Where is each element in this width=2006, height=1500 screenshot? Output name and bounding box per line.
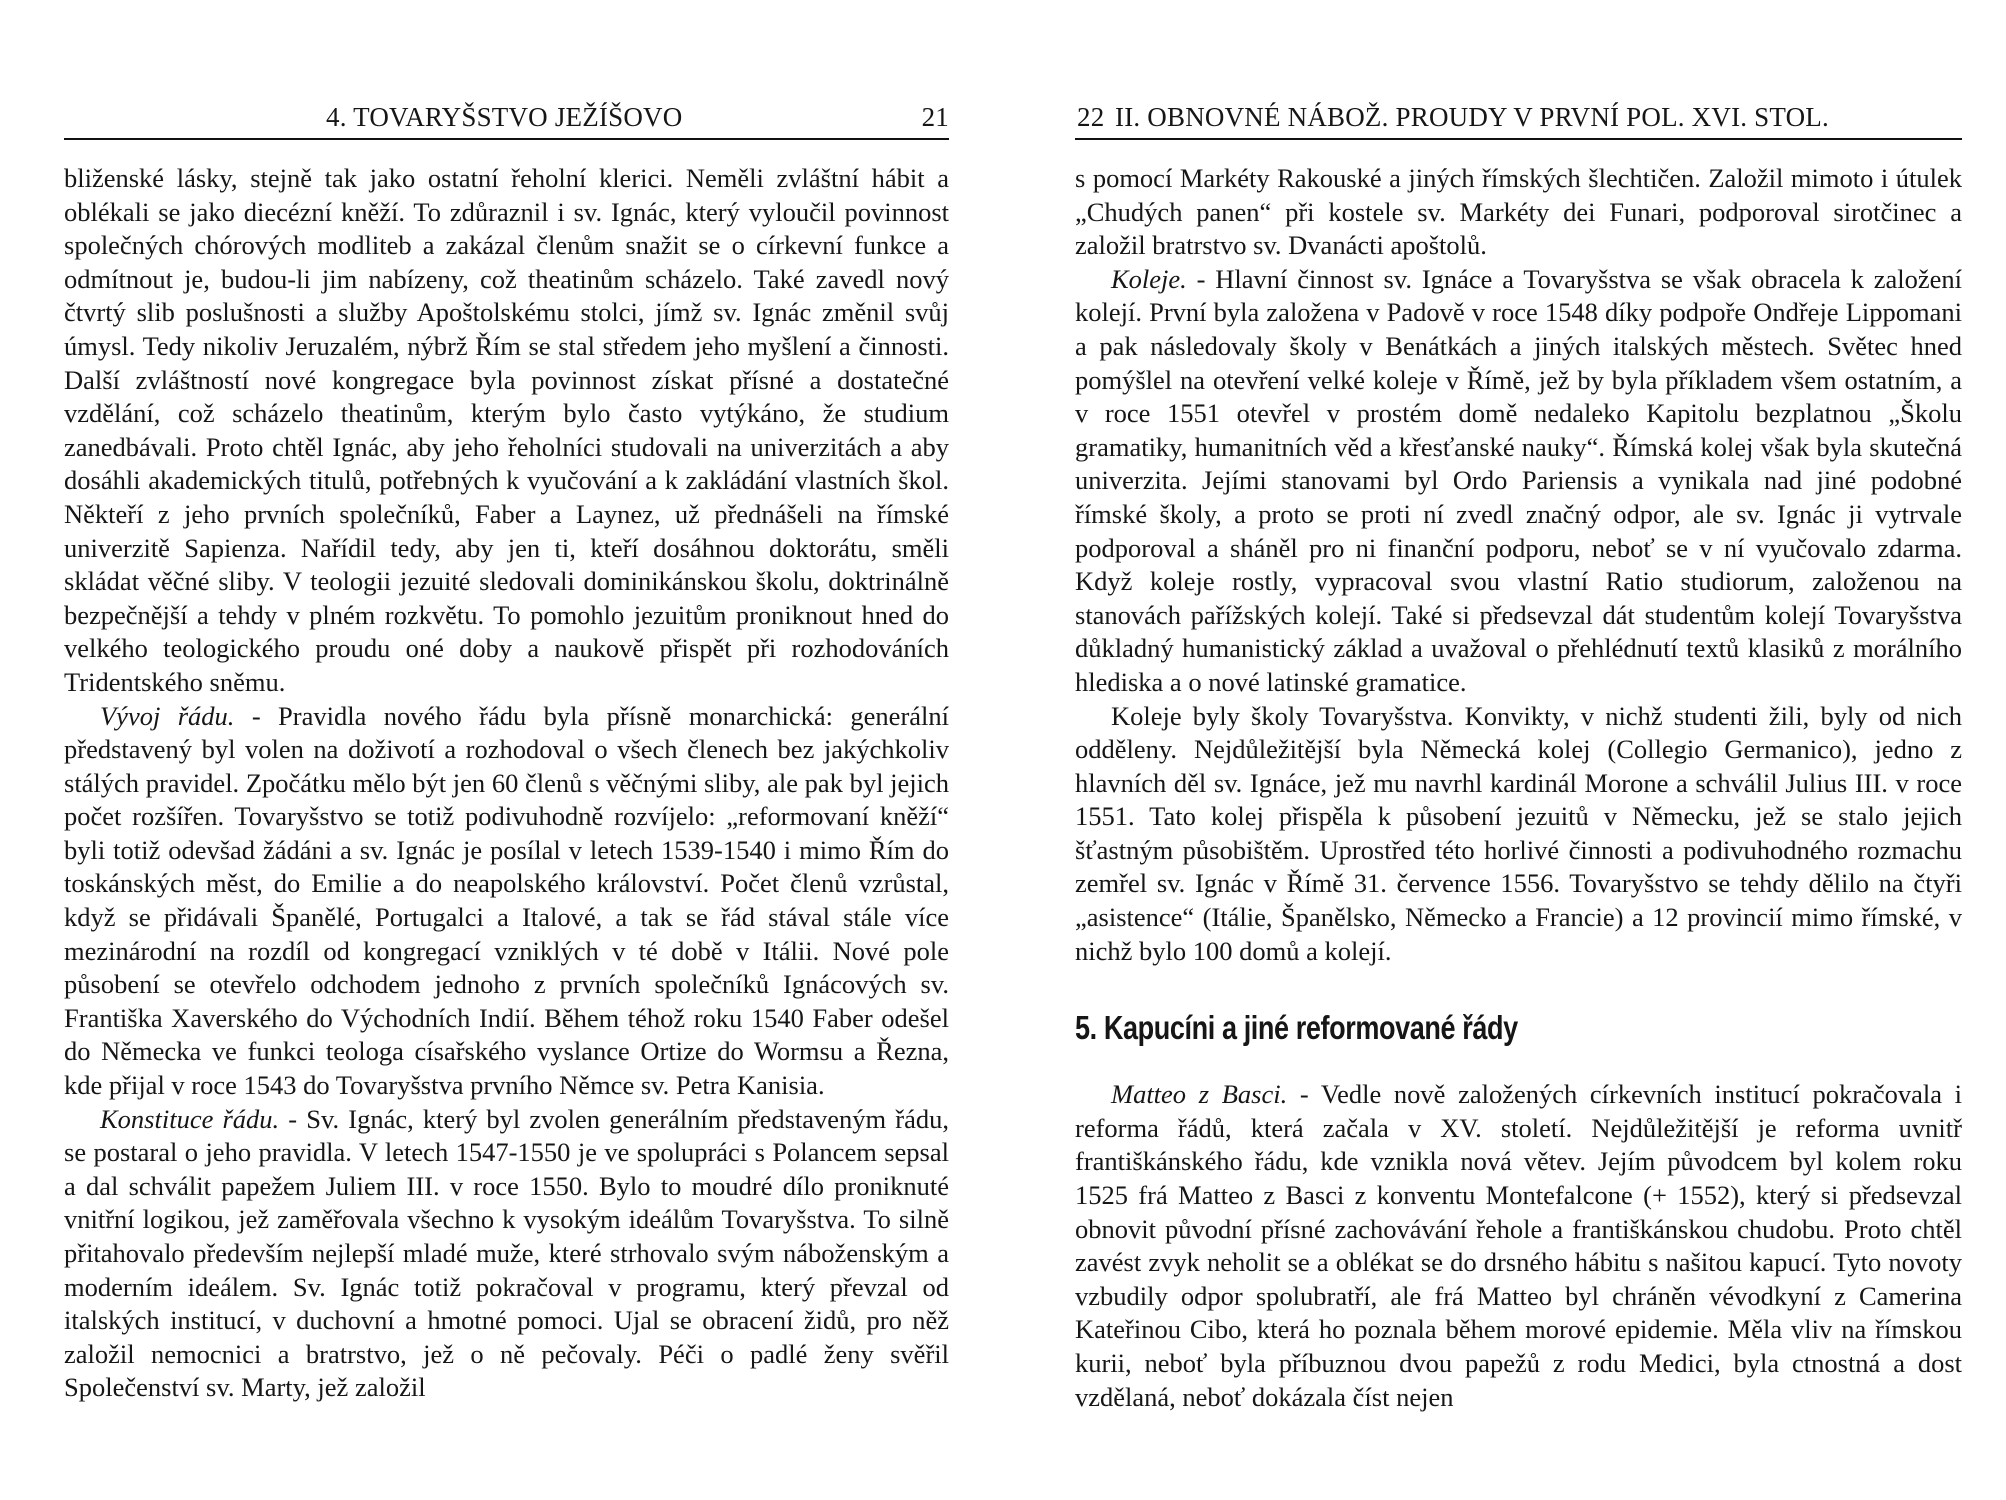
paragraph-run-in: Koleje. (1111, 263, 1187, 294)
paragraph-text: Koleje byly školy Tovaryšstva. Konvikty, v nichž studenti žili, byly od nich odděleny. Nejdůležitější byla Německá kolej (Collegio Germanico), jedno z hlavních děl sv. Ignáce, jež mu navrhl kardinál Morone a schválil Julius III. v roce 1551. Tato kolej přispěla k působení jezuitů v Německu, jež se stalo jejich šťastným působištěm. Uprostřed této horlivé činnosti a podivuhodného rozmachu zemřel sv. Ignác v Římě 31. července 1556. Tovaryšstvo se tehdy dělilo na čtyři „asistence“ (Itálie, Španělsko, Německo a Francie) a 12 provincií mimo římské, v nichž bylo 100 domů a kolejí. (1075, 700, 1962, 966)
left-page (64, 0, 949, 1500)
right-running-head (1075, 100, 1962, 140)
paragraph-text: - Hlavní činnost sv. Ignáce a Tovaryšstva se však obracela k založení kolejí. První byla založena v Padově v roce 1548 díky podpoře Ondřeje Lippomani a pak následovaly školy v Benátkách a jiných italských městech. Světec hned pomýšlel na otevření velké koleje v Římě, jež by byla příkladem všem ostatním, a v roce 1551 otevřel v prostém domě nedaleko Kapitolu bezplatnou „Školu gramatiky, humanitních věd a křesťanské nauky“. Římská kolej však byla skutečná univerzita. Jejími stanovami byl Ordo Pariensis a vynikala nad jiné podobné římské školy, a proto se proti ní zvedl značný odpor, ale sv. Ignác ji vytrvale podporoval a sháněl pro ni finanční podporu, neboť se v ní vyučovalo zdarma. Když koleje rostly, vypracoval svou vlastní Ratio studiorum, založenou na stanovách pařížských kolejí. Také si předsevzal dát studentům kolejí Tovaryšstva důkladný humanistický základ a uvažoval o přehlédnutí textů klasiků z morálního hlediska a o nové latinské gramatice. (1075, 263, 1962, 697)
paragraph (64, 162, 949, 700)
paragraph-text: - Vedle nově založených církevních institucí pokračovala i reforma řádů, která začala v XV. století. Nejdůležitější je reforma uvnitř františkánského řádu, kde vznikla nová větev. Jejím původcem byl kolem roku 1525 frá Matteo z Basci z konventu Montefalcone (+ 1552), který si předsevzal obnovit původní přísné zachovávání řehole a františkánskou chudobu. Proto chtěl zavést zvyk neholit se a oblékat se do drsného hábitu s našitou kapucí. Tyto novoty vzbudily odpor spolubratří, ale frá Matteo byl chráněn vévodkyní z Camerina Kateřinou Cibo, která ho poznala během morové epidemie. Měla vliv na římskou kurii, neboť byla příbuznou dvou papežů z rodu Medici, byla ctnostná a dost vzdělaná, neboť dokázala číst nejen (1075, 1079, 1962, 1412)
paragraph-run-in: Matteo z Basci. (1111, 1079, 1288, 1110)
left-body-text (64, 162, 949, 1405)
paragraph-run-in: Vývoj řádu. (100, 700, 235, 731)
paragraph (1075, 263, 1962, 700)
paragraph (1075, 1078, 1962, 1414)
paragraph-text: - Sv. Ignác, který byl zvolen generálním představeným řádu, se postaral o jeho pravidla. V letech 1547-1550 je ve spolupráci s Polancem sepsal a dal schválit papežem Juliem III. v roce 1550. Bylo to moudré dílo proniknuté vnitřní logikou, jež zaměřovala všechno k vysokým ideálům Tovaryšstva. To silně přitahovalo především nejlepší mladé muže, které strhovalo svým náboženským a moderním ideálem. Sv. Ignác totiž pokračoval v programu, který převzal od italských institucí, v duchovní a hmotné pomoci. Ujal se obracení židů, pro něž založil nemocnici a bratrstvo, jež o ně pečovaly. Péči o padlé ženy svěřil Společenství sv. Marty, jež založil (64, 1103, 949, 1403)
paragraph-text: - Pravidla nového řádu byla přísně monarchická: generální představený byl volen na doživotí a rozhodoval o všech členech bez jakýchkoliv stálých pravidel. Zpočátku mělo být jen 60 členů s věčnými sliby, ale pak byl jejich počet rozšířen. Tovaryšstvo se totiž podivuhodně rozvíjelo: „reformovaní kněží“ byli totiž odevšad žádáni a sv. Ignác je posílal v letech 1539-1540 i mimo Řím do toskánských měst, do Emilie a do neapolského království. Počet členů vzrůstal, když se přidávali Španělé, Portugalci a Italové, a tak se řád stával stále více mezinárodní na rozdíl od kongregací vzniklých v té době v Itálii. Nové pole působení se otevřelo odchodem jednoho z prvních společníků Ignácových sv. Františka Xaverského do Východních Indií. Během téhož roku 1540 Faber odešel do Německa ve funkci teologa císařského vyslance Ortize do Wormsu a Řezna, kde přijal v roce 1543 do Tovaryšstva prvního Němce sv. Petra Kanisia. (64, 700, 950, 1101)
left-page-number: 21 (921, 102, 949, 132)
paragraph (64, 1103, 949, 1405)
right-body-text (1075, 162, 1962, 1414)
left-running-head (64, 100, 949, 140)
section-heading: 5. Kapucíni a jiné reformované řády (1075, 1009, 1518, 1047)
right-running-title: II. OBNOVNÉ NÁBOŽ. PROUDY V PRVNÍ POL. XVI. STOL. (1115, 102, 1829, 132)
paragraph-text: s pomocí Markéty Rakouské a jiných římských šlechtičen. Založil mimoto i útulek „Chudých panen“ při kostele sv. Markéty dei Funari, podporoval sirotčinec a založil bratrstvo sv. Dvanácti apoštolů. (1075, 163, 1962, 261)
paragraph (1075, 162, 1962, 263)
paragraph (64, 700, 949, 1103)
paragraph (1075, 700, 1962, 969)
paragraph-text: bliženské lásky, stejně tak jako ostatní řeholní klerici. Neměli zvláštní hábit a oblékali se jako diecézní kněží. To zdůraznil i sv. Ignác, který vyloučil povinnost společných chórových modliteb a zakázal členům snažit se o církevní funkce a odmítnout je, budou-li jim nabízeny, což theatinům scházelo. Také zavedl nový čtvrtý slib poslušnosti a služby Apoštolskému stolci, jímž sv. Ignác změnil svůj úmysl. Tedy nikoliv Jeruzalém, nýbrž Řím se stal středem jeho myšlení a činnosti. Další zvláštností nové kongregace byla povinnost získat přísné a dostatečné vzdělání, což scházelo theatinům, kterým bylo často vytýkáno, že studium zanedbávali. Proto chtěl Ignác, aby jeho řeholníci studovali na univerzitách a aby dosáhli akademických titulů, potřebných k vyučování a k zakládání vlastních škol. Někteří z jeho prvních společníků, Faber a Laynez, už přednášeli na římské univerzitě Sapienza. Nařídil tedy, aby jen ti, kteří dosáhnou doktorátu, směli skládat věčné sliby. V teologii jezuité sledovali dominikánskou školu, doktrinálně bezpečnější a tehdy v plném rozkvětu. To pomohlo jezuitům proniknout hned do velkého teologického proudu oné doby a naukově přispět při rozhodováních Tridentského sněmu. (64, 163, 949, 697)
left-running-title: 4. TOVARYŠSTVO JEŽÍŠOVO (326, 102, 683, 132)
right-page-number: 22 (1077, 102, 1105, 132)
right-page (1075, 0, 1962, 1500)
paragraph-run-in: Konstituce řádu. (100, 1103, 280, 1134)
